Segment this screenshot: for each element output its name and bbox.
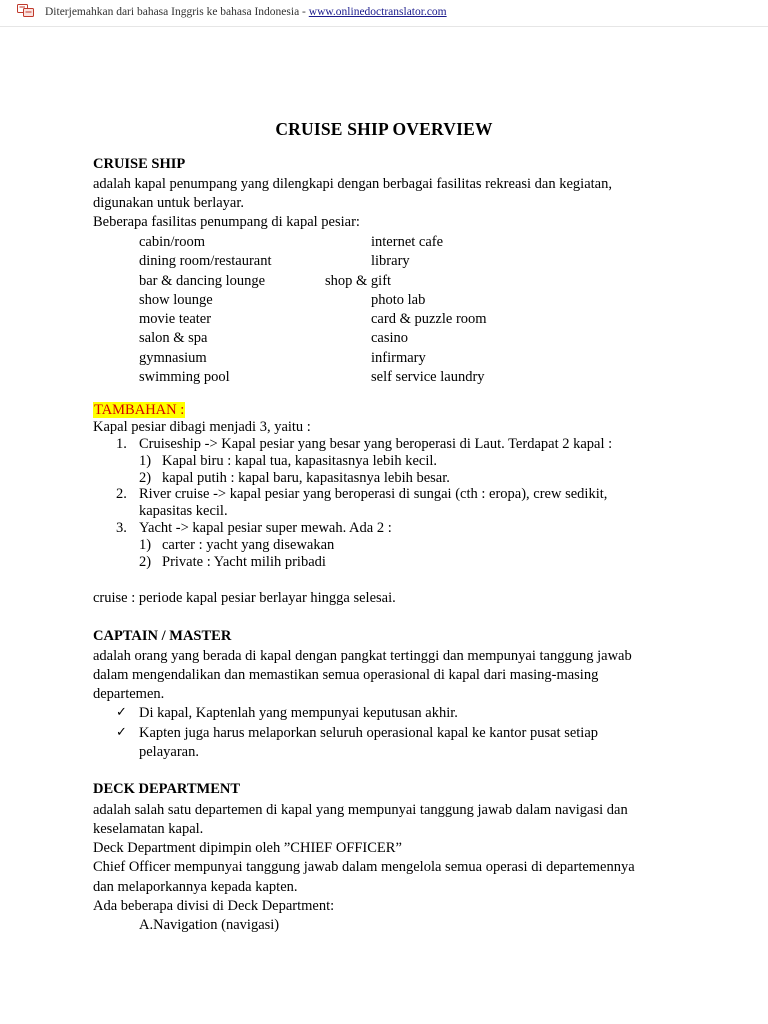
banner-link[interactable]: www.onlinedoctranslator.com xyxy=(308,6,447,18)
facility-right: photo lab xyxy=(371,292,426,308)
list-number: 1. xyxy=(116,436,127,452)
banner-label: Diterjemahkan dari bahasa Inggris ke bahasa Indonesia - xyxy=(45,6,309,18)
check-icon: ✓ xyxy=(116,705,127,720)
translate-icon xyxy=(17,4,35,18)
deck-def-line-2: keselamatan kapal. xyxy=(93,821,204,837)
facility-left: show lounge xyxy=(139,292,213,308)
sublist-text: kapal putih : kapal baru, kapasitasnya lebih besar. xyxy=(162,470,450,486)
captain-heading: CAPTAIN / MASTER xyxy=(93,628,232,644)
list-item-text: Cruiseship -> Kapal pesiar yang besar yang beroperasi di Laut. Terdapat 2 kapal : xyxy=(139,436,613,452)
tambahan-label xyxy=(93,403,185,418)
cruise-ship-def-line-2: digunakan untuk berlayar. xyxy=(93,195,244,211)
facility-left: movie teater xyxy=(139,311,212,327)
sublist-text: carter : yacht yang disewakan xyxy=(162,537,335,553)
facility-right: library xyxy=(371,253,410,269)
sublist-number: 1) xyxy=(139,537,152,553)
cruise-definition: cruise : periode kapal pesiar berlayar hingga selesai. xyxy=(93,590,396,606)
facility-right: shop & gift xyxy=(325,273,392,289)
captain-def-line-1: adalah orang yang berada di kapal dengan pangkat tertinggi dan mempunyai tanggung jawab xyxy=(93,648,632,664)
cruise-ship-def-line-1: adalah kapal penumpang yang dilengkapi dengan berbagai fasilitas rekreasi dan kegiatan, xyxy=(93,176,612,192)
facility-right: infirmary xyxy=(371,350,426,366)
banner-text xyxy=(45,6,447,18)
facility-right: card & puzzle room xyxy=(371,311,487,327)
facility-left: swimming pool xyxy=(139,369,230,385)
list-number: 3. xyxy=(116,520,127,536)
list-item-text: Yacht -> kapal pesiar super mewah. Ada 2 : xyxy=(139,520,392,536)
facility-right: internet cafe xyxy=(371,234,444,250)
division-a: A.Navigation (navigasi) xyxy=(139,917,280,933)
facilities-intro: Beberapa fasilitas penumpang di kapal pesiar: xyxy=(93,214,360,230)
list-item-text: River cruise -> kapal pesiar yang beroperasi di sungai (cth : eropa), crew sedikit, xyxy=(139,486,608,502)
bullet-text: Di kapal, Kaptenlah yang mempunyai keputusan akhir. xyxy=(139,705,458,721)
translation-banner xyxy=(0,0,768,27)
bullet-text: Kapten juga harus melaporkan seluruh operasional kapal ke kantor pusat setiap xyxy=(139,725,599,741)
facility-left: salon & spa xyxy=(139,330,208,346)
document-title: CRUISE SHIP OVERVIEW xyxy=(275,119,493,139)
sublist-number: 2) xyxy=(139,554,152,570)
sublist-number: 2) xyxy=(139,470,152,486)
deck-led-by: Deck Department dipimpin oleh ”CHIEF OFFICER” xyxy=(93,840,402,856)
facility-left: bar & dancing lounge xyxy=(139,273,266,289)
sublist-text: Private : Yacht milih pribadi xyxy=(162,554,326,570)
captain-def-line-3: departemen. xyxy=(93,686,165,702)
facility-left: dining room/restaurant xyxy=(139,253,272,269)
sublist-number: 1) xyxy=(139,453,152,469)
captain-def-line-2: dalam mengendalikan dan memastikan semua operasional di kapal dari masing-masing xyxy=(93,667,599,683)
deck-def-line-1: adalah salah satu departemen di kapal yang mempunyai tanggung jawab dalam navigasi dan xyxy=(93,802,628,818)
facility-left: cabin/room xyxy=(139,234,206,250)
highlighted-label: TAMBAHAN : xyxy=(94,402,185,418)
list-number: 2. xyxy=(116,486,127,502)
chief-officer-line-1: Chief Officer mempunyai tanggung jawab dalam mengelola semua operasi di departemennya xyxy=(93,859,635,875)
facility-right: casino xyxy=(371,330,409,346)
divisions-intro: Ada beberapa divisi di Deck Department: xyxy=(93,898,335,914)
list-item-text-cont: kapasitas kecil. xyxy=(139,503,228,519)
chief-officer-line-2: dan melaporkannya kepada kapten. xyxy=(93,879,298,895)
facility-right: self service laundry xyxy=(371,369,485,385)
tambahan-intro: Kapal pesiar dibagi menjadi 3, yaitu : xyxy=(93,419,311,435)
check-icon: ✓ xyxy=(116,725,127,740)
deck-heading: DECK DEPARTMENT xyxy=(93,781,241,797)
facility-left: gymnasium xyxy=(139,350,207,366)
cruise-ship-heading: CRUISE SHIP xyxy=(93,156,186,172)
sublist-text: Kapal biru : kapal tua, kapasitasnya lebih kecil. xyxy=(162,453,438,469)
bullet-text-cont: pelayaran. xyxy=(139,744,199,760)
